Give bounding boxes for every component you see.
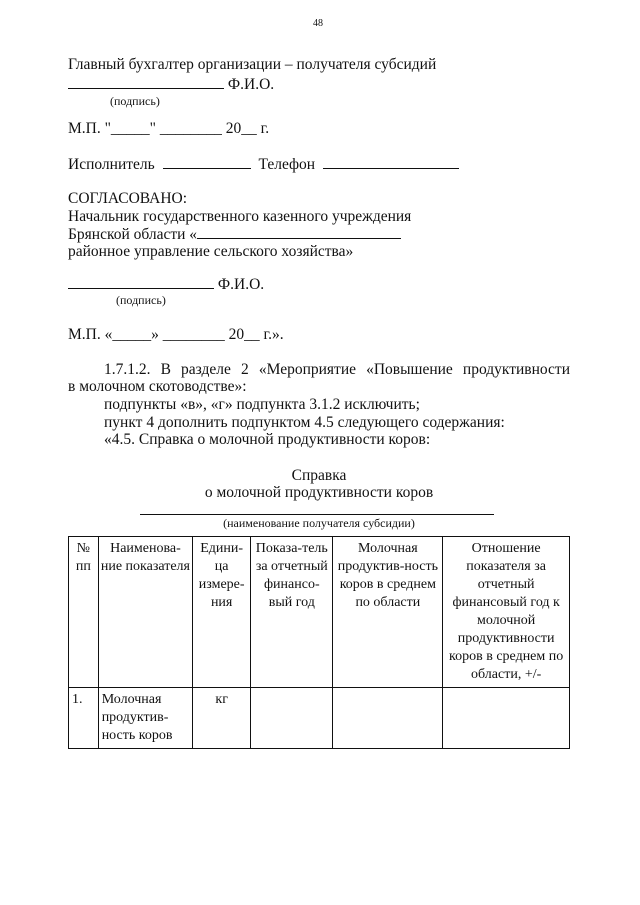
signature-blank — [68, 88, 224, 89]
fio-label: Ф.И.О. — [227, 76, 275, 93]
table-cell: 1. — [69, 688, 99, 749]
executor-line — [68, 156, 459, 174]
table-cell: Молочная продуктив-ность коров — [98, 688, 192, 749]
header-cell-reporting-year: Показа-тель за отчетный финансо-вый год — [251, 537, 333, 688]
body-paragraph-line: 1.7.1.2. В разделе 2 «Мероприятие «Повышение продуктивности — [104, 361, 570, 378]
agreed-signature-line — [68, 276, 264, 294]
executor-label: Исполнитель — [68, 156, 155, 173]
signature-blank — [68, 288, 214, 289]
body-line: пункт 4 дополнить подпунктом 4.5 следующего содержания: — [104, 414, 505, 431]
table-cell: кг — [193, 688, 251, 749]
certificate-subtitle: о молочной продуктивности коров — [204, 484, 434, 501]
header-cell-unit: Едини-ца измере-ния — [193, 537, 251, 688]
body-line: подпункты «в», «г» подпункта 3.1.2 исключить; — [104, 396, 420, 413]
fio-label: Ф.И.О. — [217, 276, 265, 293]
recipient-blank — [140, 514, 494, 515]
header-cell-ratio: Отношение показателя за отчетный финансовый год к молочной продуктивности коров в среднем по области, +/- — [443, 537, 570, 688]
chief-accountant-title: Главный бухгалтер организации – получателя субсидий — [68, 56, 437, 73]
agreed-department: районное управление сельского хозяйства» — [68, 243, 354, 260]
table-cell — [251, 688, 333, 749]
stamp-date-line: М.П. «_____» ________ 20__ г.». — [68, 326, 284, 343]
productivity-table — [68, 536, 570, 749]
phone-label: Телефон — [258, 156, 316, 173]
header-cell-indicator: Наименова-ние показателя — [98, 537, 192, 688]
body-line: «4.5. Справка о молочной продуктивности коров: — [104, 431, 431, 448]
signature-caption: (подпись) — [116, 293, 166, 307]
certificate-title: Справка — [291, 467, 347, 484]
stamp-date-line: М.П. "_____" ________ 20__ г. — [68, 120, 270, 137]
agreed-heading: СОГЛАСОВАНО: — [68, 190, 188, 207]
executor-blank — [163, 168, 251, 169]
body-paragraph-line: в молочном скотоводстве»: — [68, 378, 247, 395]
chief-accountant-signature-line — [68, 76, 274, 94]
agreed-position: Начальник государственного казенного учреждения — [68, 208, 412, 225]
header-cell-regional-average: Молочная продуктив-ность коров в среднем по области — [333, 537, 443, 688]
page-number: 48 — [313, 18, 323, 29]
table-header-row — [69, 537, 570, 688]
phone-blank — [323, 168, 459, 169]
table-cell — [443, 688, 570, 749]
table-cell — [333, 688, 443, 749]
table-row — [69, 688, 570, 749]
district-blank — [197, 238, 401, 239]
signature-caption: (подпись) — [110, 94, 160, 108]
header-cell-number: № пп — [69, 537, 99, 688]
agreed-region: Брянской области « — [68, 226, 198, 243]
recipient-caption: (наименование получателя субсидии) — [223, 516, 415, 530]
agreed-region-line — [68, 226, 401, 244]
